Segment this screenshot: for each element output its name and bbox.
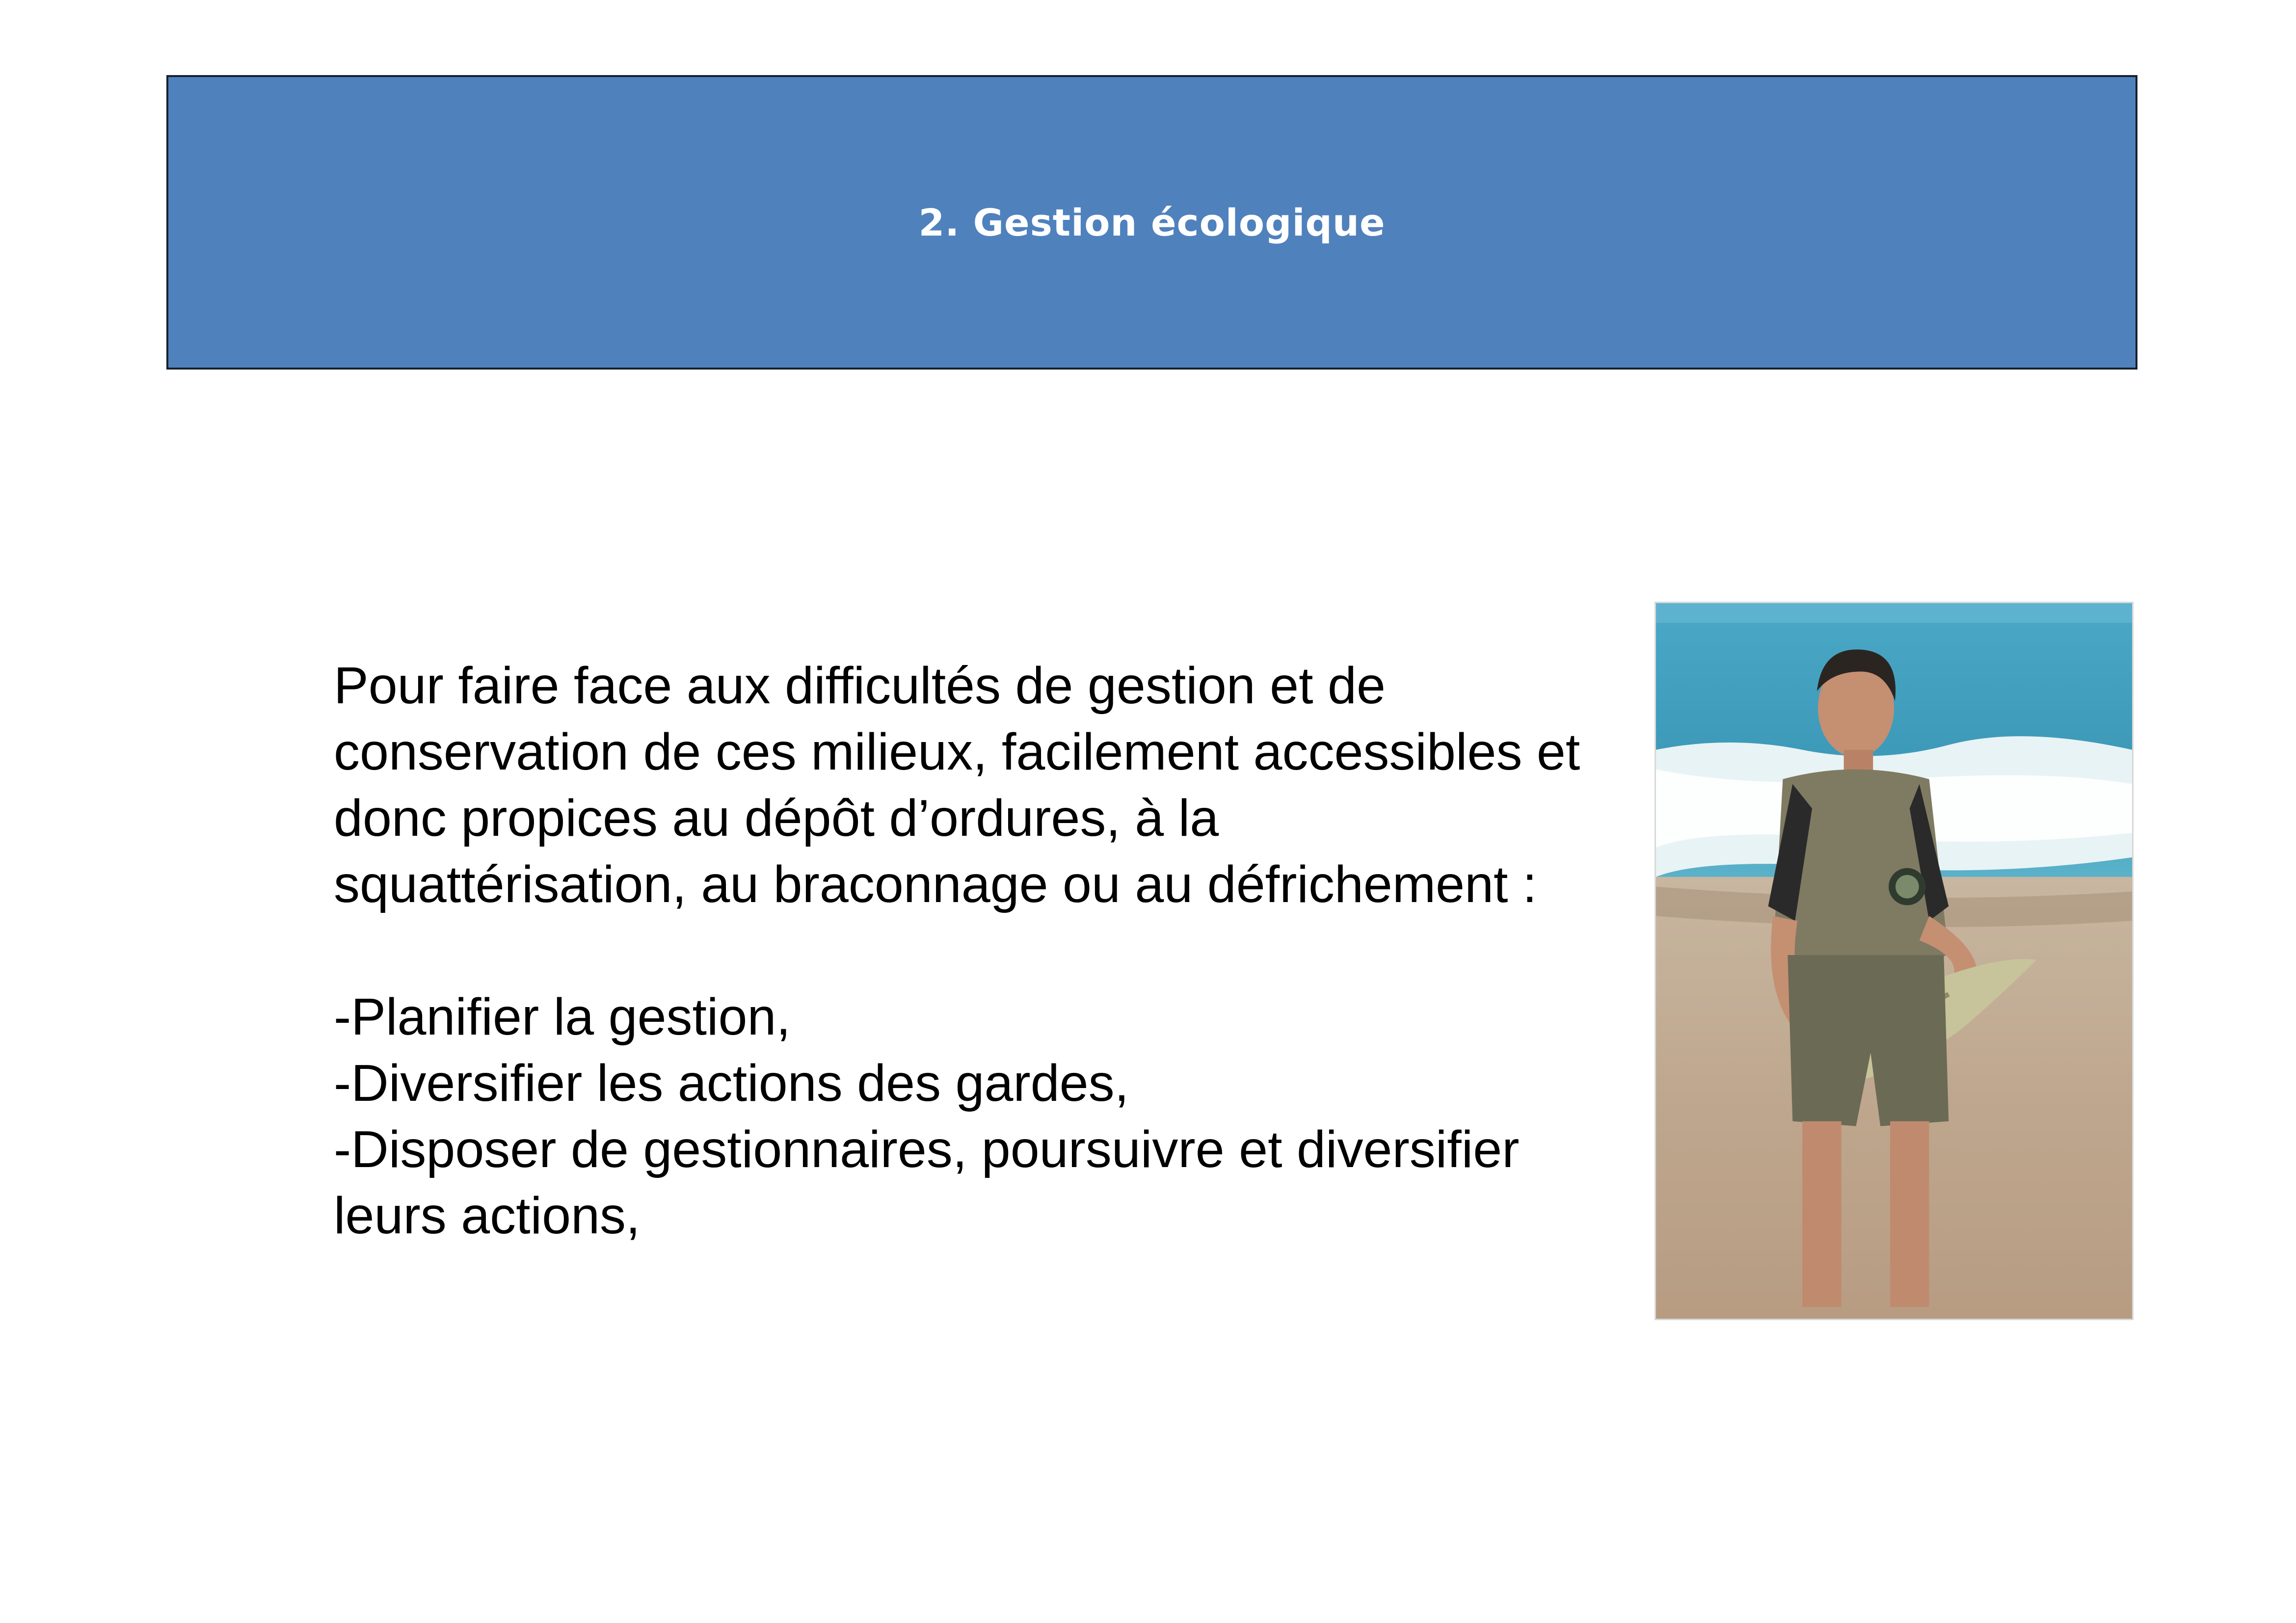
bullet-item: -Planifier la gestion, [334, 988, 791, 1046]
ranger-turtle-photo [1655, 602, 2134, 1320]
slide-title: 2. Gestion écologique [918, 200, 1386, 244]
bullet-item: -Disposer de gestionnaires, poursuivre et diversifier leurs actions, [334, 1120, 1520, 1245]
bullet-item: -Diversifier les actions des gardes, [334, 1054, 1129, 1112]
intro-paragraph: Pour faire face aux difficultés de gestion et de conservation de ces milieux, facilement accessibles et donc propices au dépôt d’ordures, à la squattérisation, au braconnage ou au défrichement : [334, 657, 1580, 913]
title-banner [166, 75, 2137, 370]
paragraph-spacer [334, 918, 1580, 984]
body-text [334, 653, 1580, 1249]
photo-illustration [1656, 603, 2132, 1319]
